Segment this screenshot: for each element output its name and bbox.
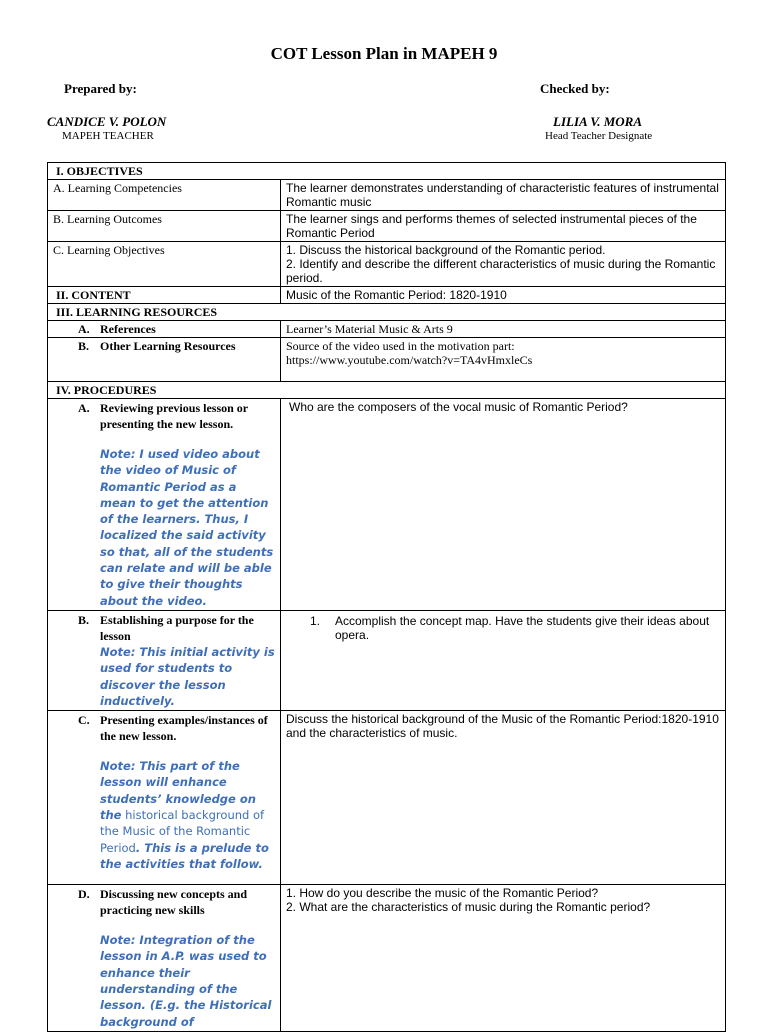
- procedure-c-note: [100, 758, 275, 872]
- procedure-b-content: [281, 610, 726, 710]
- content-heading: II. CONTENT: [48, 287, 281, 304]
- references-label-cell: [48, 321, 281, 338]
- competencies-text: The learner demonstrates understanding of characteristic features of instrumental Romantic music: [281, 180, 726, 211]
- procedure-c-label: Presenting examples/instances of the new lesson.: [100, 713, 268, 744]
- learning-objectives-label: C. Learning Objectives: [48, 242, 281, 287]
- procedure-c-note-part: historical background of the Music of the Romantic Period: [100, 808, 265, 855]
- procedure-b-text: Accomplish the concept map. Have the students give their ideas about opera.: [335, 613, 710, 642]
- list-marker: D.: [78, 887, 90, 902]
- references-label: References: [100, 322, 156, 336]
- procedure-a-cell: [48, 399, 281, 611]
- procedure-c-note-part: Note: This part of the lesson will enhance students’ knowledge on the: [100, 759, 256, 823]
- other-resources-label: Other Learning Resources: [100, 339, 236, 353]
- preparer-role: MAPEH TEACHER: [62, 130, 154, 142]
- other-resources-text: [281, 338, 726, 382]
- procedure-c-note-part: . This is a prelude to the activities that follow.: [100, 840, 269, 871]
- preparer-name: CANDICE V. POLON: [47, 114, 167, 129]
- list-number: 1.: [310, 613, 321, 628]
- lesson-plan-table: [47, 162, 726, 1032]
- references-text: Learner’s Material Music & Arts 9: [281, 321, 726, 338]
- procedure-d-cell: [48, 885, 281, 1032]
- list-marker: A.: [78, 322, 90, 336]
- outcomes-label: B. Learning Outcomes: [48, 211, 281, 242]
- learning-objectives-list: [281, 242, 726, 287]
- list-marker: B.: [78, 612, 90, 627]
- checker-name: LILIA V. MORA: [553, 114, 642, 129]
- objectives-heading: I. OBJECTIVES: [48, 163, 726, 180]
- checked-by-label: Checked by:: [540, 81, 610, 96]
- video-source-label: Source of the video used in the motivation part:: [286, 339, 515, 353]
- video-source-url: https://www.youtube.com/watch?v=TA4vHmxleCs: [286, 353, 533, 367]
- competencies-label: A. Learning Competencies: [48, 180, 281, 211]
- procedure-d-note: Note: Integration of the lesson in A.P. was used to enhance their understanding of the lesson. (E.g. the Historical background of: [100, 933, 272, 1029]
- procedure-b-note: Note: This initial activity is used for students to discover the lesson inductively.: [100, 644, 275, 708]
- list-marker: C.: [78, 713, 90, 728]
- other-resources-label-cell: [48, 338, 281, 382]
- procedure-c-cell: [48, 711, 281, 885]
- resources-heading: III. LEARNING RESOURCES: [48, 304, 726, 321]
- document-title: COT Lesson Plan in MAPEH 9: [270, 44, 498, 63]
- procedure-d-label: Discussing new concepts and practicing new skills: [100, 887, 248, 918]
- procedure-a-note: Note: I used video about the video of Music of Romantic Period as a mean to get the attention of the learners. Thus, I localized the said activity so that, all of the students can relate and will be able to give their thoughts about the video.: [100, 447, 274, 608]
- procedure-d-question: 2. What are the characteristics of music during the Romantic period?: [286, 900, 651, 915]
- procedure-b-cell: [48, 610, 281, 710]
- procedure-d-question: 1. How do you describe the music of the Romantic Period?: [286, 886, 599, 901]
- procedure-a-label: Reviewing previous lesson or presenting the new lesson.: [100, 401, 248, 431]
- list-marker: B.: [78, 339, 90, 353]
- procedure-b-label: Establishing a purpose for the lesson: [100, 612, 254, 643]
- objective-item: 2. Identify and describe the different characteristics of music during the Romantic period.: [286, 257, 716, 285]
- content-text: Music of the Romantic Period: 1820-1910: [281, 287, 726, 304]
- procedure-d-content: [281, 885, 726, 1032]
- outcomes-text: The learner sings and performs themes of selected instrumental pieces of the Romantic Period: [281, 211, 726, 242]
- prepared-by-label: Prepared by:: [64, 81, 137, 96]
- checker-role: Head Teacher Designate: [545, 130, 653, 142]
- list-marker: A.: [78, 401, 90, 415]
- procedure-a-text: Who are the composers of the vocal music of Romantic Period?: [281, 399, 726, 611]
- objective-item: 1. Discuss the historical background of the Romantic period.: [286, 243, 606, 257]
- procedure-c-text: Discuss the historical background of the Music of the Romantic Period:1820-1910 and the characteristics of music.: [281, 711, 726, 885]
- procedures-heading: IV. PROCEDURES: [48, 382, 726, 399]
